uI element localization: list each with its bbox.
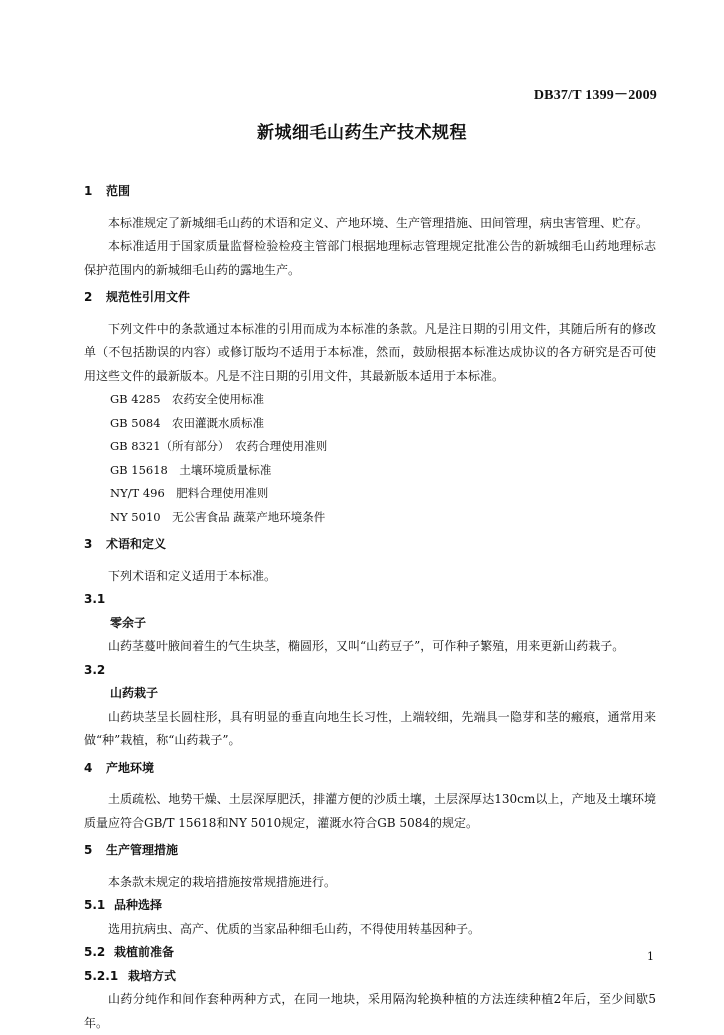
section-heading-scope [84,180,656,204]
paragraph: 下列术语和定义适用于本标准。 [108,568,277,583]
paragraph: 土质疏松、地势干燥、土层深厚肥沃，排灌方便的沙质土壤，土层深厚达130cm以上，产地及土壤环境质量应符合GB/T 15618和NY 5010规定，灌溉水符合GB 5084的规定。 [84,792,656,830]
reference-item: GB 8321（所有部分） 农药合理使用准则 [110,439,328,453]
section-title: 术语和定义 [106,537,167,551]
section-heading-references [84,286,656,310]
subsection-title: 栽植前准备 [114,945,175,959]
document-body [84,176,656,1035]
term-number: 3.1 [84,592,106,606]
subsection-number: 5.1 [84,898,106,912]
paragraph: 本标准适用于国家质量监督检验检疫主管部门根据地理标志管理规定批准公告的新城细毛山药地理标志保护范围内的新城细毛山药的露地生产。 [84,239,656,277]
paragraph: 下列文件中的条款通过本标准的引用而成为本标准的条款。凡是注日期的引用文件，其随后所有的修改单（不包括勘误的内容）或修订版均不适用于本标准，然而，鼓励根据本标准达成协议的各方研究是否可使用这些文件的最新版本。凡是不注日期的引用文件，其最新版本适用于本标准。 [84,321,656,383]
subsection-title: 栽培方式 [128,968,177,983]
section-number: 4 [84,760,93,775]
standard-code: DB37/T 1399－2009 [533,88,657,103]
subsection-heading [84,965,656,989]
section-number: 2 [84,290,93,304]
subsection-heading [84,941,656,965]
term-definition: 山药块茎呈长圆柱形，具有明显的垂直向地生长习性，上端较细，先端具一隐芽和茎的瘢痕，通常用来做“种”栽植，称“山药栽子”。 [84,709,656,747]
page-number: 1 [647,950,654,963]
section-number: 5 [84,843,93,857]
section-number: 3 [84,537,93,551]
paragraph: 本条款未规定的栽培措施按常规措施进行。 [108,874,337,889]
subsection-number: 5.2 [84,945,106,959]
section-title: 范围 [106,184,131,198]
reference-item: NY/T 496 肥料合理使用准则 [110,486,269,500]
paragraph: 选用抗病虫、高产、优质的当家品种细毛山药，不得使用转基因种子。 [108,921,481,936]
subsection-title: 品种选择 [114,898,163,912]
subsection-number: 5.2.1 [84,968,119,983]
section-heading-environment [84,757,656,781]
section-heading-terms [84,533,656,557]
section-heading-management [84,839,656,863]
reference-item: NY 5010 无公害食品 蔬菜产地环境条件 [110,509,326,524]
section-title: 生产管理措施 [106,843,179,857]
section-title: 规范性引用文件 [106,290,191,304]
term-name: 零余子 [110,615,147,630]
section-title: 产地环境 [106,760,155,775]
term-number: 3.2 [84,662,106,677]
reference-item: GB 15618 土壤环境质量标准 [110,462,272,477]
reference-item: GB 5084 农田灌溉水质标准 [110,415,265,430]
paragraph: 本标准规定了新城细毛山药的术语和定义、产地环境、生产管理措施、田间管理，病虫害管理、贮存。 [108,215,649,230]
section-number: 1 [84,184,93,198]
term-name: 山药栽子 [110,686,159,700]
reference-item: GB 4285 农药安全使用标准 [110,392,265,406]
subsection-heading [84,894,656,918]
term-definition: 山药茎蔓叶腋间着生的气生块茎，椭圆形，又叫“山药豆子”，可作种子繁殖，用来更新山药栽子。 [108,639,625,653]
paragraph: 山药分纯作和间作套种两种方式，在同一地块，采用隔沟轮换种植的方法连续种植2年后，至少间歇5年。 [84,992,656,1030]
document-title: 新城细毛山药生产技术规程 [257,123,467,143]
